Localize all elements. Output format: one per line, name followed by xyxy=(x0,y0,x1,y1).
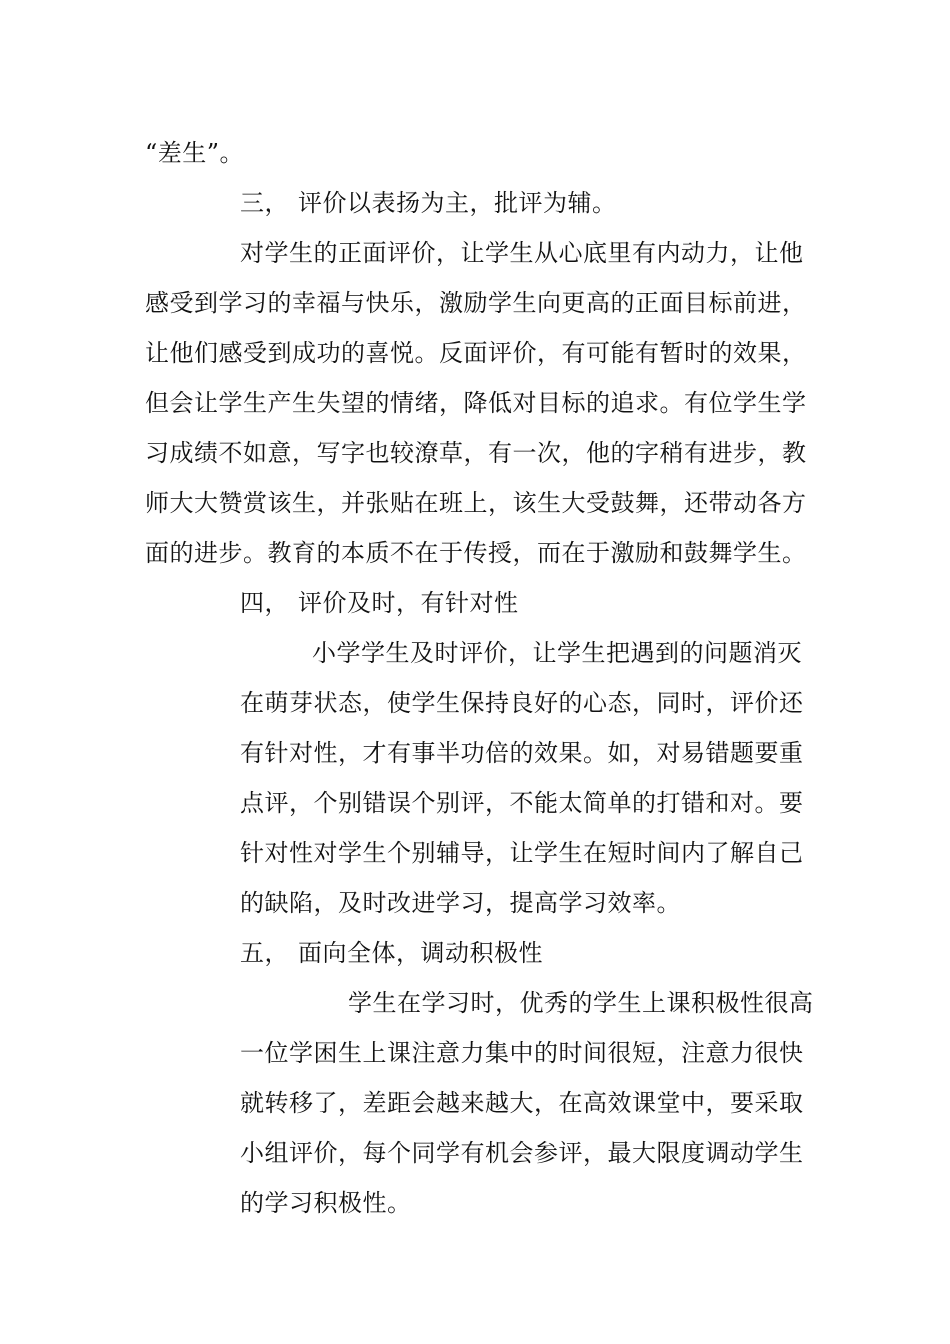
paragraph-line: 小学学生及时评价，让学生把遇到的问题消灭 xyxy=(312,639,802,667)
paragraph-line: 在萌芽状态，使学生保持良好的心态，同时，评价还 xyxy=(240,689,804,717)
paragraph-line: 师大大赞赏该生，并张贴在班上，该生大受鼓舞，还带动各方 xyxy=(145,489,807,517)
section-number: 三， xyxy=(240,189,289,217)
section-title: 评价及时，有针对性 xyxy=(298,589,519,617)
paragraph-line: 点评，个别错误个别评，不能太简单的打错和对。要 xyxy=(240,789,804,817)
paragraph-line: 学生在学习时，优秀的学生上课积极性很高 xyxy=(348,989,814,1017)
section-title: 评价以表扬为主，批评为辅。 xyxy=(298,189,617,217)
section-number: 四， xyxy=(240,589,289,617)
section-heading-4 xyxy=(240,578,519,628)
paragraph-line: 针对性对学生个别辅导，让学生在短时间内了解自己 xyxy=(240,839,804,867)
paragraph-line: 一位学困生上课注意力集中的时间很短，注意力很快 xyxy=(240,1039,804,1067)
paragraph-line: 小组评价，每个同学有机会参评，最大限度调动学生 xyxy=(240,1139,804,1167)
section-heading-5 xyxy=(240,928,543,978)
section-title: 面向全体，调动积极性 xyxy=(298,939,543,967)
paragraph-line: 对学生的正面评价，让学生从心底里有内动力，让他 xyxy=(240,239,804,267)
paragraph-line: 有针对性，才有事半功倍的效果。如，对易错题要重 xyxy=(240,739,804,767)
paragraph-line: 感受到学习的幸福与快乐，激励学生向更高的正面目标前进， xyxy=(145,289,807,317)
paragraph-line: 让他们感受到成功的喜悦。反面评价，有可能有暂时的效果， xyxy=(145,339,807,367)
section-heading-3 xyxy=(240,178,617,228)
paragraph-line: 的学习积极性。 xyxy=(240,1189,412,1217)
paragraph-line: 习成绩不如意，写字也较潦草，有一次，他的字稍有进步，教 xyxy=(145,439,807,467)
paragraph-line: 但会让学生产生失望的情绪，降低对目标的追求。有位学生学 xyxy=(145,389,807,417)
paragraph-line: 就转移了，差距会越来越大，在高效课堂中，要采取 xyxy=(240,1089,804,1117)
paragraph-line: 的缺陷，及时改进学习，提高学习效率。 xyxy=(240,889,681,917)
paragraph-line: 面的进步。教育的本质不在于传授，而在于激励和鼓舞学生。 xyxy=(145,539,807,567)
paragraph-fragment: “差生”。 xyxy=(145,139,245,167)
section-number: 五， xyxy=(240,939,289,967)
